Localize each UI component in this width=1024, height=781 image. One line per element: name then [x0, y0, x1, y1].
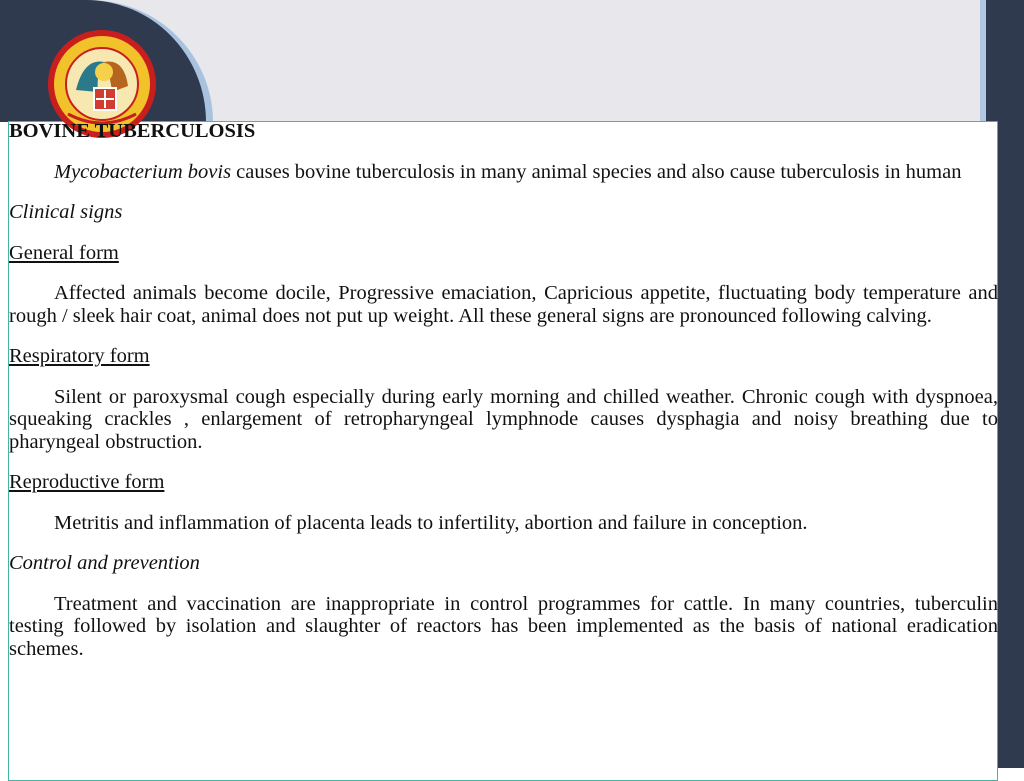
- section-clinical-signs: Clinical signs: [9, 201, 123, 223]
- organism-name: Mycobacterium bovis: [54, 160, 232, 183]
- intro-paragraph: [9, 161, 998, 184]
- heading-general-form: General form: [9, 241, 119, 264]
- heading-respiratory-form: Respiratory form: [9, 345, 150, 367]
- general-form-paragraph: Affected animals become docile, Progressive emaciation, Capricious appetite, fluctuating body temperature and rough / sleek hair coat, animal does not put up weight. All these general signs are pronounced following calving.: [9, 282, 998, 327]
- control-paragraph: Treatment and vaccination are inappropriate in control programmes for cattle. In many countries, tuberculin testing followed by isolation and slaughter of reactors has been implemented as the basis of national eradication schemes.: [9, 592, 998, 660]
- heading-reproductive-form: Reproductive form: [9, 471, 165, 493]
- intro-text: causes bovine tuberculosis in many animal species and also cause tuberculosis in human: [231, 160, 962, 183]
- document-title: BOVINE TUBERCULOSIS: [9, 120, 256, 142]
- document-body: [9, 120, 998, 660]
- section-control-prevention: Control and prevention: [9, 552, 200, 574]
- reproductive-form-paragraph: Metritis and inflammation of placenta leads to infertility, abortion and failure in conception.: [54, 511, 808, 534]
- respiratory-form-paragraph: Silent or paroxysmal cough especially during early morning and chilled weather. Chronic cough with dyspnoea, squeaking crackles , enlargement of retropharyngeal lymphnode causes dysphagia and noisy breathing due to pharyngeal obstruction.: [9, 385, 998, 453]
